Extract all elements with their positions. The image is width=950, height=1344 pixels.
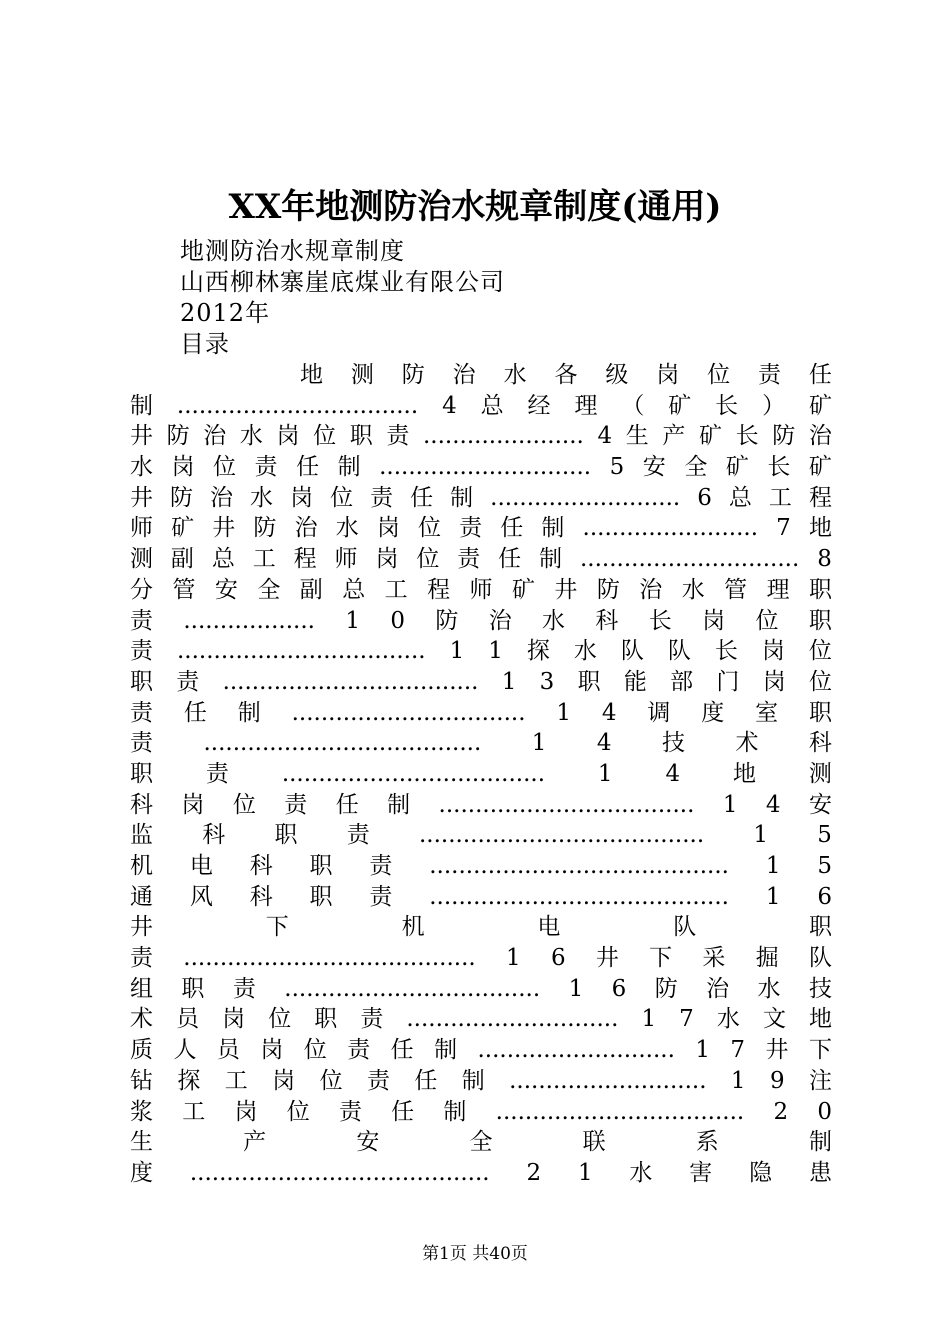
toc-line: 机 电 科 职 责 ......................................... 1 5: [130, 853, 832, 879]
toc-line: 分 管 安 全 副 总 工 程 师 矿 井 防 治 水 管 理 职: [130, 576, 832, 603]
toc-line: 责 ...................................... 1 4 技 术 科: [130, 730, 832, 757]
toc-line: 责 任 制 ................................ 1 4 调 度 室 职: [130, 699, 832, 726]
toc-line: 度 ......................................... 2 1 水 害 隐 患: [130, 1159, 832, 1186]
toc-line: 井 防 治 水 岗 位 责 任 制 .......................... 6 总 工 程: [130, 484, 832, 511]
toc-line: 测 副 总 工 程 师 岗 位 责 任 制 .............................. 8: [130, 546, 832, 573]
toc-line: 质 人 员 岗 位 责 任 制 ........................... 1 7 井 下: [130, 1037, 832, 1064]
toc-line: 师 矿 井 防 治 水 岗 位 责 任 制 ........................ 7 地: [130, 515, 832, 542]
subtitle: 地测防治水规章制度: [180, 237, 405, 265]
toc-line: 组 职 责 ................................... 1 6 防 治 水 技: [130, 975, 832, 1002]
table-of-contents: [130, 360, 832, 1189]
company-name: 山西柳林寨崖底煤业有限公司: [180, 268, 505, 296]
document-title: XX年地测防治水规章制度(通用): [228, 187, 722, 227]
page-footer: 第1页 共40页: [422, 1244, 528, 1264]
toc-line: 责 .................. 1 0 防 治 水 科 长 岗 位 职: [130, 607, 832, 634]
toc-line: 钻 探 工 岗 位 责 任 制 ........................... 1 9 注: [130, 1067, 832, 1094]
toc-line: 科 岗 位 责 任 制 ................................... 1 4 安: [130, 791, 832, 818]
toc-line: 责 ........................................ 1 6 井 下 采 掘 队: [130, 945, 832, 972]
toc-line: 井 防 治 水 岗 位 职 责 ...................... 4 生 产 矿 长 防 治: [130, 423, 832, 450]
year: 2012年: [180, 299, 271, 327]
toc-line: 通 风 科 职 责 ......................................... 1 6: [130, 883, 832, 910]
toc-line: 制 ................................. 4 总 经 理 （ 矿 长 ） 矿: [130, 392, 832, 419]
toc-line: 地 测 防 治 水 各 级 岗 位 责 任: [300, 362, 832, 388]
toc-line: 术 员 岗 位 职 责 ............................. 1 7 水 文 地: [130, 1006, 832, 1033]
toc-line: 责 .................................. 1 1 探 水 队 队 长 岗 位: [130, 638, 832, 665]
toc-line: 生 产 安 全 联 系 制: [130, 1129, 832, 1156]
toc-line: 职 责 .................................... 1 4 地 测: [130, 760, 832, 787]
toc-line: 职 责 ................................... 1 3 职 能 部 门 岗 位: [130, 668, 832, 695]
toc-heading: 目录: [180, 330, 230, 358]
toc-line: 井 下 机 电 队 职: [130, 914, 832, 941]
toc-line: 浆 工 岗 位 责 任 制 .................................. 2 0: [130, 1098, 832, 1125]
toc-line: 水 岗 位 责 任 制 ............................. 5 安 全 矿 长 矿: [130, 454, 832, 481]
toc-line: 监 科 职 责 ....................................... 1 5: [130, 822, 832, 849]
